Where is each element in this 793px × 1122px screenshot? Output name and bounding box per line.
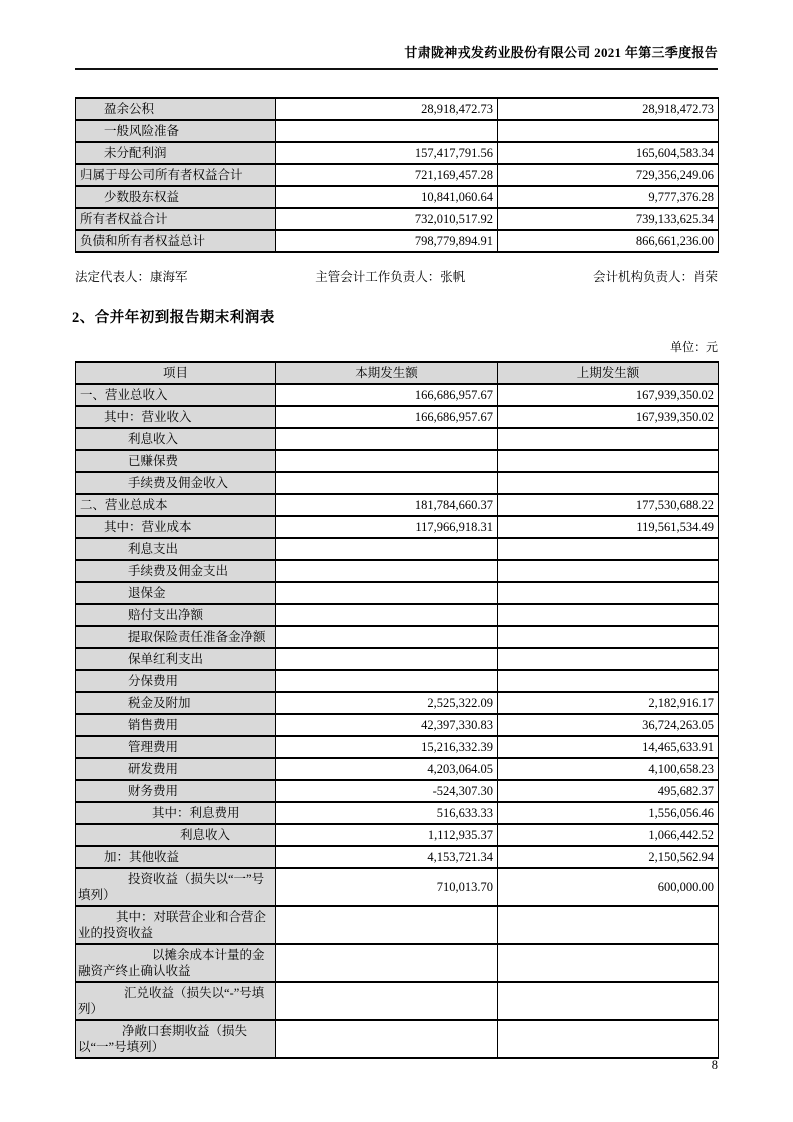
page-header-title: 甘肃陇神戎发药业股份有限公司 2021 年第三季度报告 <box>75 42 718 70</box>
current-period-amount: 710,013.70 <box>276 868 498 906</box>
current-period-amount <box>276 472 498 494</box>
prior-period-amount <box>498 582 719 604</box>
table-row <box>76 164 719 186</box>
row-label: 二、营业总成本 <box>76 494 276 516</box>
prior-period-amount <box>498 982 719 1020</box>
table-row <box>76 230 719 252</box>
prior-period-amount <box>498 604 719 626</box>
row-label: 手续费及佣金支出 <box>76 560 276 582</box>
prior-period-amount: 28,918,472.73 <box>498 98 719 120</box>
prior-period-amount: 167,939,350.02 <box>498 406 719 428</box>
prior-period-amount: 2,150,562.94 <box>498 846 719 868</box>
table-row <box>76 802 719 824</box>
table-row <box>76 758 719 780</box>
equity-table <box>75 97 719 253</box>
row-label: 财务费用 <box>76 780 276 802</box>
row-label: 提取保险责任准备金净额 <box>76 626 276 648</box>
row-label: 盈余公积 <box>76 98 276 120</box>
current-period-amount: 117,966,918.31 <box>276 516 498 538</box>
currency-unit-label: 单位：元 <box>669 340 718 354</box>
current-period-amount: 166,686,957.67 <box>276 384 498 406</box>
current-period-amount <box>276 944 498 982</box>
prior-period-amount <box>498 428 719 450</box>
current-period-amount <box>276 428 498 450</box>
prior-period-amount: 739,133,625.34 <box>498 208 719 230</box>
current-period-amount <box>276 626 498 648</box>
current-period-amount: 4,203,064.05 <box>276 758 498 780</box>
prior-period-amount: 36,724,263.05 <box>498 714 719 736</box>
table-row <box>76 868 719 906</box>
row-label: 利息收入 <box>76 428 276 450</box>
row-label: 利息支出 <box>76 538 276 560</box>
current-period-amount <box>276 582 498 604</box>
table-row <box>76 692 719 714</box>
prior-period-amount: 4,100,658.23 <box>498 758 719 780</box>
table-row <box>76 560 719 582</box>
table-row <box>76 944 719 982</box>
row-label: 一、营业总收入 <box>76 384 276 406</box>
prior-period-amount: 1,556,056.46 <box>498 802 719 824</box>
current-period-amount: 4,153,721.34 <box>276 846 498 868</box>
table-row <box>76 472 719 494</box>
current-period-amount: 10,841,060.64 <box>276 186 498 208</box>
row-label: 其中：营业收入 <box>76 406 276 428</box>
current-period-amount: 516,633.33 <box>276 802 498 824</box>
prior-period-amount <box>498 944 719 982</box>
income-statement-section-title: 2、合并年初到报告期末利润表 <box>72 310 275 326</box>
row-label: 加：其他收益 <box>76 846 276 868</box>
prior-period-amount <box>498 538 719 560</box>
chief-accounting-officer: 主管会计工作负责人：张帆 <box>315 270 466 284</box>
table-row <box>76 142 719 164</box>
row-label: 其中：利息费用 <box>76 802 276 824</box>
current-period-amount <box>276 906 498 944</box>
row-label: 退保金 <box>76 582 276 604</box>
table-row <box>76 736 719 758</box>
current-period-amount <box>276 982 498 1020</box>
column-header-prior-period: 上期发生额 <box>498 362 719 384</box>
row-label: 研发费用 <box>76 758 276 780</box>
table-row <box>76 780 719 802</box>
table-row <box>76 582 719 604</box>
table-row <box>76 120 719 142</box>
current-period-amount: 1,112,935.37 <box>276 824 498 846</box>
row-label: 利息收入 <box>76 824 276 846</box>
table-row <box>76 384 719 406</box>
current-period-amount <box>276 604 498 626</box>
table-row <box>76 824 719 846</box>
row-label: 一般风险准备 <box>76 120 276 142</box>
row-label: 少数股东权益 <box>76 186 276 208</box>
prior-period-amount <box>498 450 719 472</box>
current-period-amount: 2,525,322.09 <box>276 692 498 714</box>
table-row <box>76 98 719 120</box>
prior-period-amount: 495,682.37 <box>498 780 719 802</box>
column-header-item: 项目 <box>76 362 276 384</box>
prior-period-amount <box>498 472 719 494</box>
table-header-row <box>76 362 719 384</box>
signatory-line <box>75 269 718 285</box>
row-label: 销售费用 <box>76 714 276 736</box>
table-row <box>76 604 719 626</box>
current-period-amount: 181,784,660.37 <box>276 494 498 516</box>
table-row <box>76 626 719 648</box>
current-period-amount: 721,169,457.28 <box>276 164 498 186</box>
table-row <box>76 406 719 428</box>
prior-period-amount <box>498 906 719 944</box>
income-statement-table <box>75 361 719 1059</box>
prior-period-amount <box>498 626 719 648</box>
prior-period-amount: 9,777,376.28 <box>498 186 719 208</box>
prior-period-amount <box>498 560 719 582</box>
row-label: 手续费及佣金收入 <box>76 472 276 494</box>
prior-period-amount: 2,182,916.17 <box>498 692 719 714</box>
row-label: 以摊余成本计量的金融资产终止确认收益 <box>76 944 276 982</box>
table-row <box>76 670 719 692</box>
prior-period-amount: 14,465,633.91 <box>498 736 719 758</box>
prior-period-amount: 1,066,442.52 <box>498 824 719 846</box>
table-row <box>76 186 719 208</box>
table-row <box>76 538 719 560</box>
current-period-amount <box>276 648 498 670</box>
table-row <box>76 982 719 1020</box>
table-row <box>76 648 719 670</box>
row-label: 所有者权益合计 <box>76 208 276 230</box>
table-row <box>76 494 719 516</box>
current-period-amount: 732,010,517.92 <box>276 208 498 230</box>
row-label: 赔付支出净额 <box>76 604 276 626</box>
table-row <box>76 428 719 450</box>
table-row <box>76 846 719 868</box>
current-period-amount: 166,686,957.67 <box>276 406 498 428</box>
table-row <box>76 906 719 944</box>
current-period-amount: 42,397,330.83 <box>276 714 498 736</box>
prior-period-amount: 600,000.00 <box>498 868 719 906</box>
row-label: 投资收益（损失以“一”号填列） <box>76 868 276 906</box>
prior-period-amount: 167,939,350.02 <box>498 384 719 406</box>
current-period-amount <box>276 450 498 472</box>
table-row <box>76 516 719 538</box>
table-row <box>76 208 719 230</box>
current-period-amount: -524,307.30 <box>276 780 498 802</box>
prior-period-amount <box>498 1020 719 1058</box>
column-header-current-period: 本期发生额 <box>276 362 498 384</box>
current-period-amount: 28,918,472.73 <box>276 98 498 120</box>
prior-period-amount: 177,530,688.22 <box>498 494 719 516</box>
row-label: 负债和所有者权益总计 <box>76 230 276 252</box>
row-label: 归属于母公司所有者权益合计 <box>76 164 276 186</box>
current-period-amount <box>276 1020 498 1058</box>
row-label: 其中：对联营企业和合营企业的投资收益 <box>76 906 276 944</box>
row-label: 净敞口套期收益（损失以“一”号填列） <box>76 1020 276 1058</box>
accounting-department-head: 会计机构负责人：肖荣 <box>592 270 718 284</box>
prior-period-amount: 165,604,583.34 <box>498 142 719 164</box>
current-period-amount: 798,779,894.91 <box>276 230 498 252</box>
current-period-amount <box>276 538 498 560</box>
prior-period-amount <box>498 120 719 142</box>
row-label: 其中：营业成本 <box>76 516 276 538</box>
row-label: 保单红利支出 <box>76 648 276 670</box>
prior-period-amount <box>498 670 719 692</box>
row-label: 未分配利润 <box>76 142 276 164</box>
table-row <box>76 714 719 736</box>
current-period-amount: 15,216,332.39 <box>276 736 498 758</box>
row-label: 管理费用 <box>76 736 276 758</box>
row-label: 税金及附加 <box>76 692 276 714</box>
current-period-amount <box>276 560 498 582</box>
current-period-amount <box>276 670 498 692</box>
prior-period-amount: 729,356,249.06 <box>498 164 719 186</box>
row-label: 汇兑收益（损失以“-”号填列） <box>76 982 276 1020</box>
prior-period-amount <box>498 648 719 670</box>
prior-period-amount: 866,661,236.00 <box>498 230 719 252</box>
legal-representative: 法定代表人：康海军 <box>75 270 188 284</box>
table-row <box>76 1020 719 1058</box>
prior-period-amount: 119,561,534.49 <box>498 516 719 538</box>
row-label: 分保费用 <box>76 670 276 692</box>
current-period-amount: 157,417,791.56 <box>276 142 498 164</box>
current-period-amount <box>276 120 498 142</box>
row-label: 已赚保费 <box>76 450 276 472</box>
page-number: 8 <box>711 1058 718 1072</box>
table-row <box>76 450 719 472</box>
